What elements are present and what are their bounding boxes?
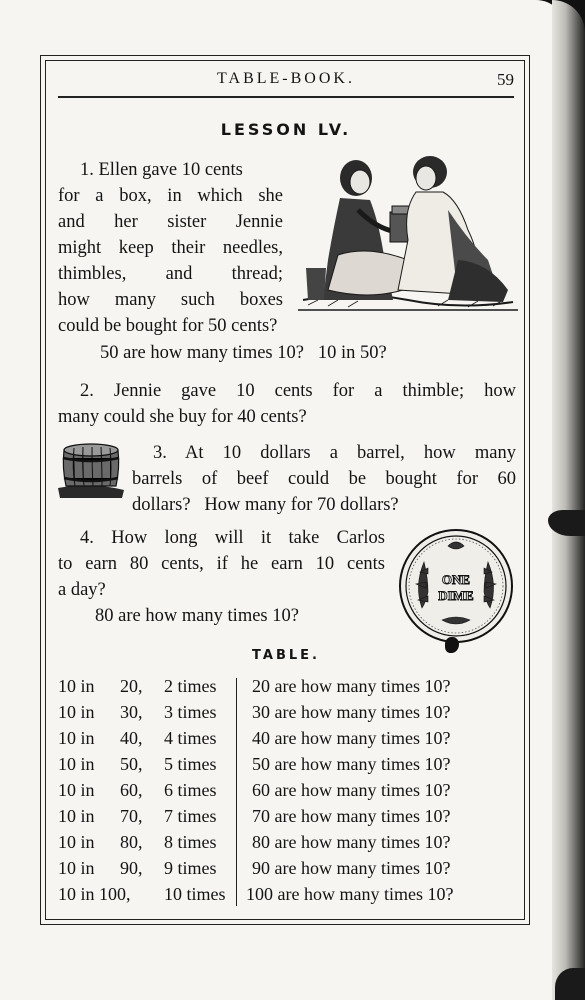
table-cell: 80, (120, 832, 143, 852)
table-cell: 90, (120, 858, 143, 878)
table-cell: 70 are how many times 10? (252, 806, 451, 826)
coin-text-dime: DIME (438, 588, 474, 603)
table-cell: 30, (120, 702, 143, 722)
problem-4-line: a day? (58, 580, 106, 600)
table-cell: 10 in (58, 702, 95, 722)
table-cell: 10 in (58, 676, 95, 696)
table-cell: 60 are how many times 10? (252, 780, 451, 800)
table-divider (236, 678, 237, 906)
table-cell: 4 times (164, 728, 217, 748)
table-cell: 10 in (58, 858, 95, 878)
table-cell: 50 are how many times 10? (252, 754, 451, 774)
table-cell: 20 are how many times 10? (252, 676, 451, 696)
table-cell: 10 in (58, 754, 95, 774)
problem-1-line: 1. Ellen gave 10 cents (80, 160, 243, 180)
problem-3-line: dollars? How many for 70 dollars? (132, 495, 399, 515)
table-cell: 5 times (164, 754, 217, 774)
problem-4-followup: 80 are how many times 10? (95, 606, 299, 626)
table-right-column (246, 673, 454, 907)
problem-1-line: might keep their needles, (58, 238, 283, 258)
table-cell: 10 in (58, 806, 95, 826)
problem-1-line: and her sister Jennie (58, 212, 283, 232)
coin-text-one: ONE (441, 572, 471, 587)
table-cell: 90 are how many times 10? (252, 858, 451, 878)
problem-1-line: for a box, in which she (58, 186, 283, 206)
table-title: TABLE. (252, 648, 320, 663)
page-number: 59 (497, 70, 514, 89)
table-cell: 100 are how many times 10? (246, 884, 454, 904)
table-cell: 8 times (164, 832, 217, 852)
table-cell: 6 times (164, 780, 217, 800)
table-cell: 9 times (164, 858, 217, 878)
table-cell: 70, (120, 806, 143, 826)
table-cell: 2 times (164, 676, 217, 696)
problem-2-line: many could she buy for 40 cents? (58, 407, 307, 427)
problem-1-followup: 50 are how many times 10? 10 in 50? (100, 343, 387, 363)
running-head (58, 70, 514, 92)
table-cell: 40 are how many times 10? (252, 728, 451, 748)
table-cell: 80 are how many times 10? (252, 832, 451, 852)
table-cell: 50, (120, 754, 143, 774)
header-rule (58, 96, 514, 98)
table-cell: 10 in (58, 780, 95, 800)
table-cell: 7 times (164, 806, 217, 826)
problem-3-line: barrels of beef could be bought for 60 (132, 469, 516, 489)
dime-coin-icon (398, 528, 514, 644)
table-cell: 10 in (58, 728, 95, 748)
table-cell: 3 times (164, 702, 217, 722)
problem-1-line: could be bought for 50 cents? (58, 316, 278, 336)
problem-4-line: 4. How long will it take Carlos (80, 528, 385, 548)
problem-1-line: how many such boxes (58, 290, 283, 310)
running-title: TABLE-BOOK. (217, 70, 355, 87)
table-cell: 10 in 100, (58, 884, 131, 904)
table-cell: 60, (120, 780, 143, 800)
table-cell: 30 are how many times 10? (252, 702, 451, 722)
table-cell: 20, (120, 676, 143, 696)
problem-1-line: thimbles, and thread; (58, 264, 283, 284)
table-cell: 10 in (58, 832, 95, 852)
table-cell: 10 times (164, 884, 226, 904)
two-girls-illustration-icon (298, 150, 520, 318)
page-corner-mark (555, 968, 585, 1000)
table-cell: 40, (120, 728, 143, 748)
problem-4-line: to earn 80 cents, if he earn 10 cents (58, 554, 385, 574)
problem-2-line: 2. Jennie gave 10 cents for a thimble; how (80, 381, 516, 401)
barrel-icon (56, 438, 126, 500)
page-edge-shadow (552, 0, 585, 1000)
lesson-title: LESSON LV. (220, 120, 352, 139)
problem-3-line: 3. At 10 dollars a barrel, how many (153, 443, 516, 463)
